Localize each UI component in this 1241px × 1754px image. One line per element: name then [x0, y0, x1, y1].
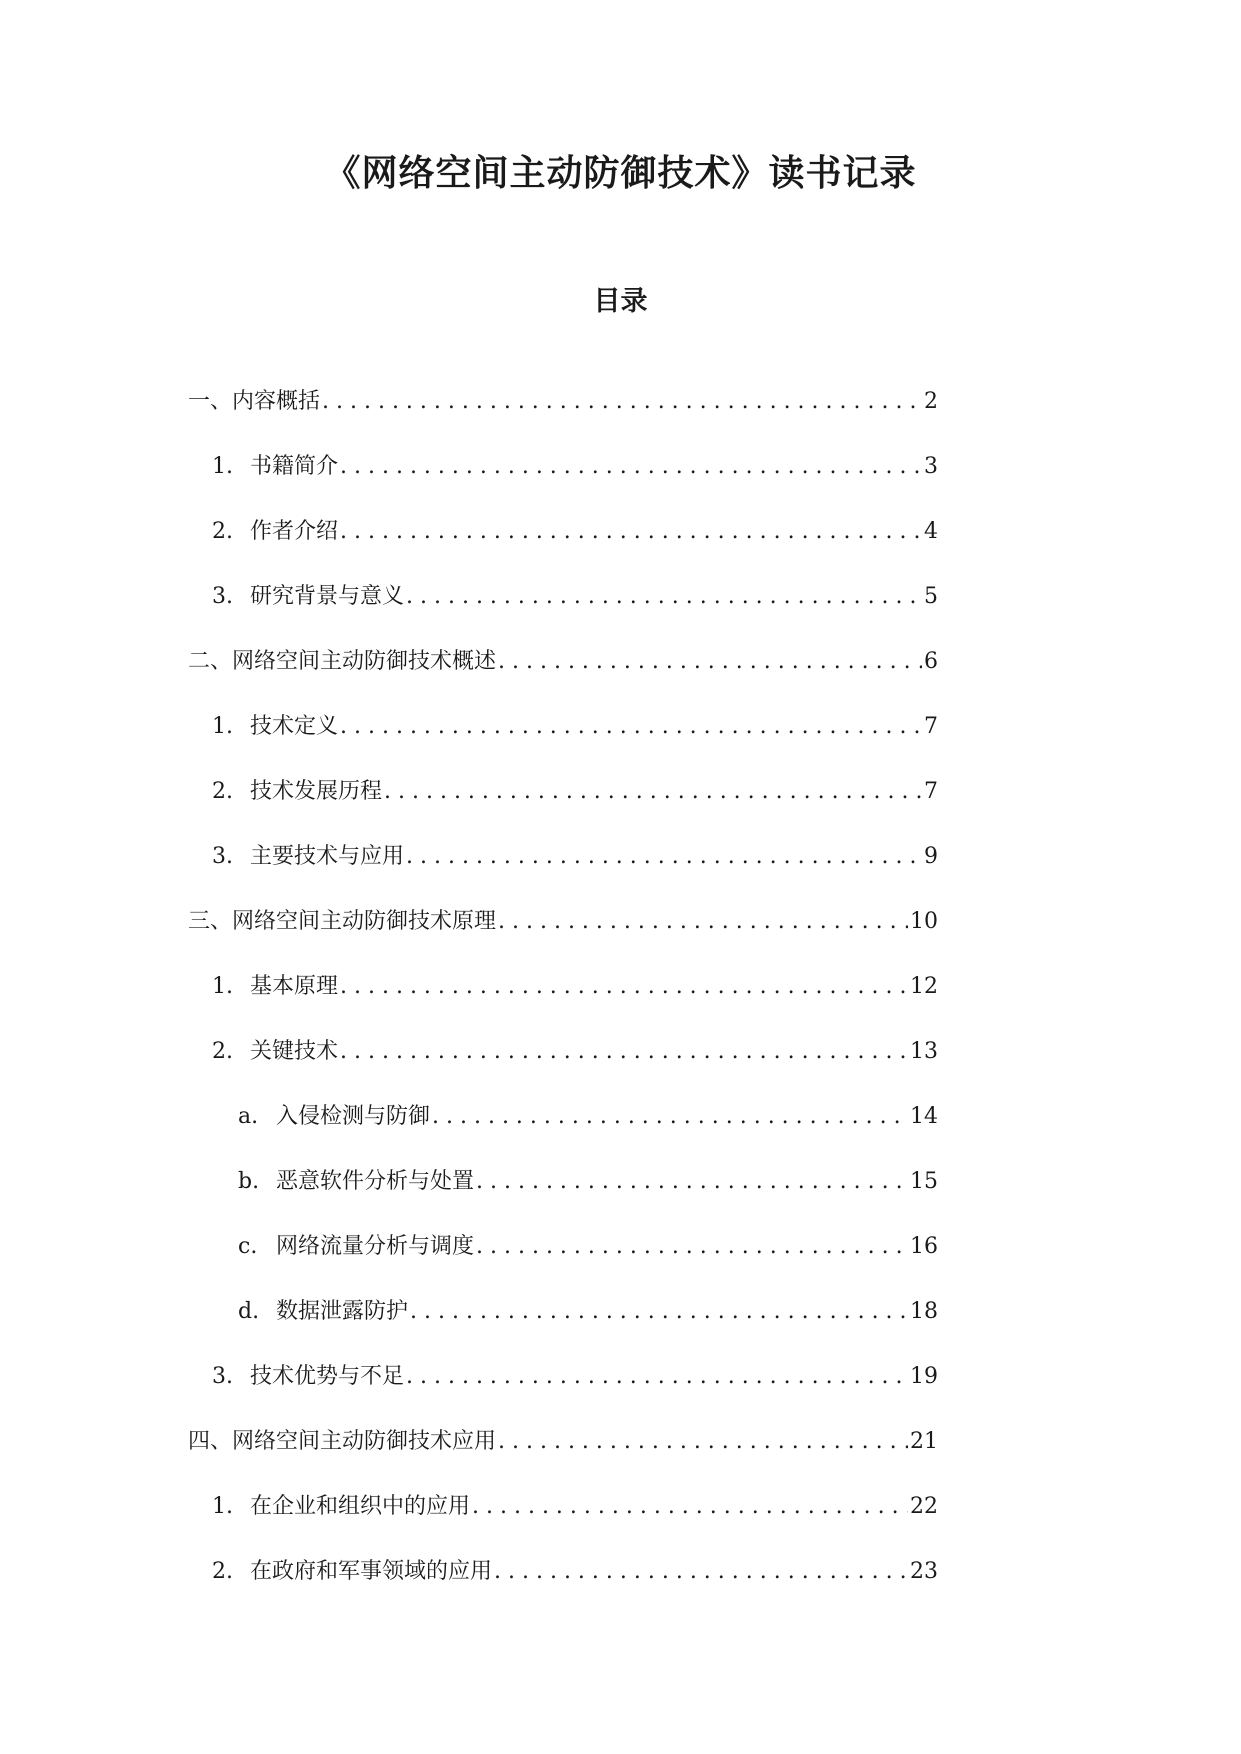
toc-entry-number: 2. — [212, 1039, 233, 1064]
toc-dot-leader — [406, 579, 922, 615]
toc-entry-title: 技术发展历程 — [250, 779, 383, 804]
document-title: 《网络空间主动防御技术》读书记录 — [324, 153, 917, 194]
toc-entry-page: 10 — [910, 909, 938, 934]
toc-entry-number: 3. — [212, 1364, 233, 1389]
toc-entry-title: 在企业和组织中的应用 — [250, 1494, 471, 1519]
toc-entry-page: 12 — [910, 974, 938, 999]
toc-entry-number: 2. — [212, 779, 233, 804]
toc-entry[interactable] — [0, 1554, 938, 1619]
toc-dot-leader — [340, 1034, 908, 1070]
toc-dot-leader — [472, 1489, 908, 1525]
toc-dot-leader — [410, 1294, 908, 1330]
toc-entry-title: 技术优势与不足 — [250, 1364, 405, 1389]
toc-entry-title: 主要技术与应用 — [250, 844, 405, 869]
toc-entry-page: 7 — [924, 714, 938, 739]
toc-dot-leader — [432, 1099, 908, 1135]
toc-entry[interactable] — [0, 514, 938, 579]
toc-entry-number: 1. — [212, 1494, 233, 1519]
toc-entry-page: 5 — [924, 584, 938, 609]
toc-entry-title: 作者介绍 — [250, 519, 339, 544]
toc-entry-page: 2 — [924, 389, 938, 414]
toc-entry-page: 19 — [910, 1364, 938, 1389]
toc-entry-page: 21 — [910, 1429, 938, 1454]
toc-entry[interactable] — [0, 1424, 938, 1489]
toc-entry-title: 二、网络空间主动防御技术概述 — [188, 649, 497, 674]
toc-entry-page: 4 — [924, 519, 938, 544]
toc-dot-leader — [476, 1164, 908, 1200]
toc-entry-number: 1. — [212, 714, 233, 739]
toc-dot-leader — [498, 904, 908, 940]
toc-dot-leader — [476, 1229, 908, 1265]
toc-entry[interactable] — [0, 1359, 938, 1424]
toc-entry-title: 技术定义 — [250, 714, 339, 739]
toc-dot-leader — [406, 1359, 908, 1395]
toc-dot-leader — [498, 644, 922, 680]
toc-entry-title: 书籍简介 — [250, 454, 339, 479]
toc-entry[interactable] — [0, 904, 938, 969]
toc-entry-page: 22 — [910, 1494, 938, 1519]
toc-entry-page: 6 — [924, 649, 938, 674]
toc-entry-title: 入侵检测与防御 — [276, 1104, 431, 1129]
toc-dot-leader — [340, 449, 922, 485]
toc-entry-number: c. — [238, 1234, 258, 1259]
toc-entry[interactable] — [0, 1034, 938, 1099]
toc-entry-title: 数据泄露防护 — [276, 1299, 409, 1324]
toc-entry[interactable] — [0, 774, 938, 839]
toc-entry-page: 13 — [910, 1039, 938, 1064]
toc-heading: 目录 — [593, 286, 648, 317]
table-of-contents — [0, 384, 1241, 1619]
toc-entry-title: 关键技术 — [250, 1039, 339, 1064]
toc-entry[interactable] — [0, 839, 938, 904]
toc-entry[interactable] — [0, 1489, 938, 1554]
toc-entry-number: d. — [238, 1299, 260, 1324]
toc-entry[interactable] — [0, 969, 938, 1034]
toc-entry-number: 2. — [212, 519, 233, 544]
toc-entry-page: 3 — [924, 454, 938, 479]
toc-entry-title: 研究背景与意义 — [250, 584, 405, 609]
toc-entry-title: 基本原理 — [250, 974, 339, 999]
toc-entry-title: 四、网络空间主动防御技术应用 — [188, 1429, 497, 1454]
toc-entry-title: 在政府和军事领域的应用 — [250, 1559, 493, 1584]
toc-entry-title: 三、网络空间主动防御技术原理 — [188, 909, 497, 934]
toc-entry-number: 3. — [212, 584, 233, 609]
toc-dot-leader — [340, 709, 922, 745]
toc-entry-page: 7 — [924, 779, 938, 804]
toc-entry[interactable] — [0, 1164, 938, 1229]
toc-entry[interactable] — [0, 449, 938, 514]
toc-entry-number: 2. — [212, 1559, 233, 1584]
toc-dot-leader — [498, 1424, 908, 1460]
toc-entry-number: 3. — [212, 844, 233, 869]
toc-entry[interactable] — [0, 1294, 938, 1359]
toc-entry-title: 一、内容概括 — [188, 389, 321, 414]
toc-dot-leader — [340, 969, 908, 1005]
toc-entry-number: 1. — [212, 974, 233, 999]
toc-entry-page: 15 — [910, 1169, 938, 1194]
toc-entry-page: 14 — [910, 1104, 938, 1129]
toc-entry[interactable] — [0, 1229, 938, 1294]
toc-dot-leader — [384, 774, 922, 810]
toc-entry-page: 18 — [910, 1299, 938, 1324]
toc-entry[interactable] — [0, 384, 938, 449]
toc-entry-title: 网络流量分析与调度 — [276, 1234, 475, 1259]
toc-dot-leader — [340, 514, 922, 550]
toc-entry-number: 1. — [212, 454, 233, 479]
toc-entry[interactable] — [0, 579, 938, 644]
toc-entry-page: 23 — [910, 1559, 938, 1584]
toc-entry-number: a. — [238, 1104, 259, 1129]
toc-entry[interactable] — [0, 709, 938, 774]
toc-entry[interactable] — [0, 644, 938, 709]
toc-entry-title: 恶意软件分析与处置 — [276, 1169, 475, 1194]
toc-dot-leader — [322, 384, 922, 420]
toc-entry[interactable] — [0, 1099, 938, 1164]
toc-dot-leader — [406, 839, 922, 875]
toc-entry-number: b. — [238, 1169, 260, 1194]
toc-entry-page: 16 — [910, 1234, 938, 1259]
toc-entry-page: 9 — [924, 844, 938, 869]
toc-dot-leader — [494, 1554, 908, 1590]
